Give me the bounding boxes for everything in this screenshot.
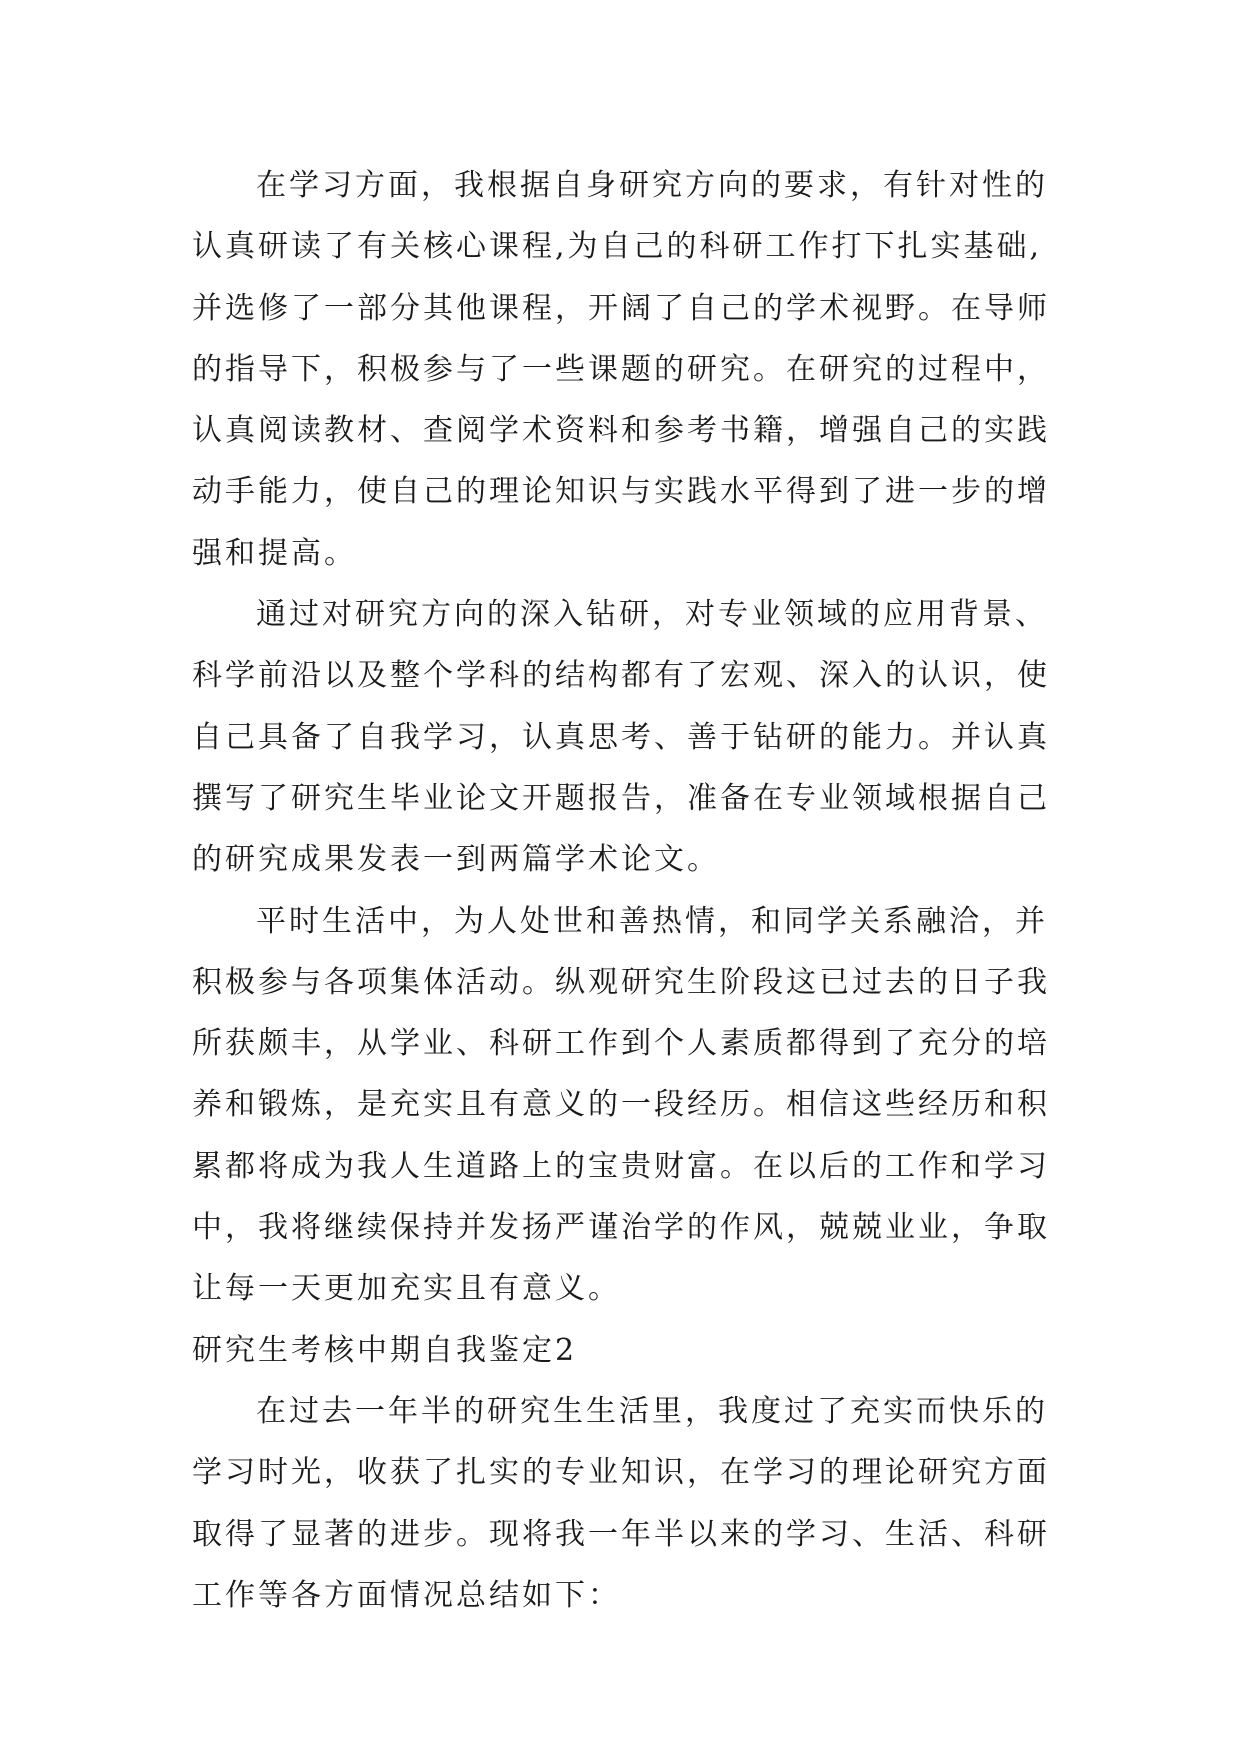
text-line: 的指导下，积极参与了一些课题的研究。在研究的过程中， [192,351,1050,387]
text-line: 通过对研究方向的深入钻研，对专业领域的应用背景、 [256,597,1048,633]
text-line: 学习时光，收获了扎实的专业知识，在学习的理论研究方面 [192,1455,1050,1491]
document-body [192,155,1092,1626]
text-line: 所获颇丰，从学业、科研工作到个人素质都得到了充分的培 [192,1026,1050,1062]
section-title: 研究生考核中期自我鉴定2 [192,1332,578,1368]
paragraph-study [192,155,1092,584]
text-line: 养和锻炼，是充实且有意义的一段经历。相信这些经历和积 [192,1087,1050,1123]
text-line: 积极参与各项集体活动。纵观研究生阶段这已过去的日子我 [192,964,1050,1000]
text-line: 强和提高。 [192,535,357,571]
text-line: 工作等各方面情况总结如下： [192,1577,621,1613]
text-line: 在学习方面，我根据自身研究方向的要求，有针对性的 [256,168,1048,203]
text-line: 科学前沿以及整个学科的结构都有了宏观、深入的认识，使 [192,658,1050,694]
text-line: 累都将成为我人生道路上的宝贵财富。在以后的工作和学习 [192,1148,1050,1184]
text-line: 自己具备了自我学习，认真思考、善于钻研的能力。并认真 [192,719,1050,755]
text-line: 认真研读了有关核心课程,为自己的科研工作打下扎实基础, [192,229,1043,265]
text-line: 让每一天更加充实且有意义。 [192,1271,621,1307]
text-line: 撰写了研究生毕业论文开题报告，准备在专业领域根据自己 [192,780,1050,816]
paragraph-research [192,584,1092,890]
text-line: 认真阅读教材、查阅学术资料和参考书籍，增强自己的实践 [192,413,1050,449]
paragraph-life [192,891,1092,1320]
text-line: 动手能力，使自己的理论知识与实践水平得到了进一步的增 [192,474,1050,510]
text-line: 中，我将继续保持并发扬严谨治学的作风，兢兢业业，争取 [192,1210,1050,1246]
paragraph-intro [192,1381,1092,1626]
text-line: 并选修了一部分其他课程，开阔了自己的学术视野。在导师 [192,290,1050,326]
text-line: 平时生活中，为人处世和善热情，和同学关系融洽，并 [256,903,1048,939]
text-line: 在过去一年半的研究生生活里，我度过了充实而快乐的 [256,1393,1048,1429]
text-line: 取得了显著的进步。现将我一年半以来的学习、生活、科研 [192,1516,1050,1552]
text-line: 的研究成果发表一到两篇学术论文。 [192,842,720,878]
